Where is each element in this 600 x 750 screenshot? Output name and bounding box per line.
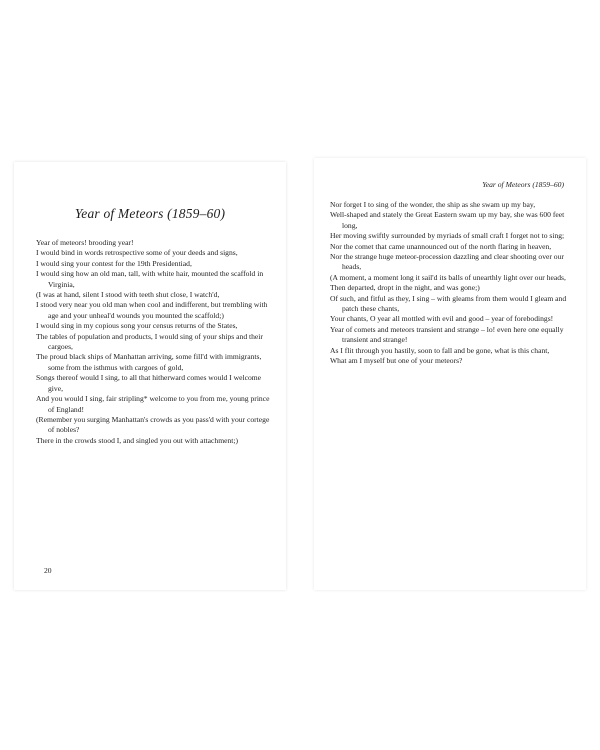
poem-line: Well-shaped and stately the Great Eastern swam up my bay, she was 600 feet long,	[330, 210, 565, 230]
running-head: Year of Meteors (1859–60)	[482, 180, 564, 189]
right-page	[314, 158, 586, 590]
poem-text-left	[36, 238, 276, 446]
poem-line: Nor the comet that came unannounced out of the north flaring in heaven,	[330, 241, 552, 251]
poem-line: As I flit through you hastily, soon to fall and be gone, what is this chant,	[330, 345, 550, 355]
poem-line: I stood very near you old man when cool and indifferent, but trembling with age and your unheal'd wounds you mounted the scaffold;)	[36, 300, 268, 320]
poem-line: I would sing in my copious song your census returns of the States,	[36, 321, 238, 331]
poem-line: Her moving swiftly surrounded by myriads of small craft I forget not to sing;	[330, 231, 565, 241]
page-number: 20	[44, 566, 52, 575]
poem-line: (A moment, a moment long it sail'd its balls of unearthly light over our heads,	[330, 272, 566, 282]
poem-line: I would sing your contest for the 19th Presidentiad,	[36, 258, 192, 268]
poem-title: Year of Meteors (1859–60)	[74, 206, 226, 221]
poem-line: And you would I sing, fair stripling* welcome to you from me, young prince of England!	[36, 394, 270, 414]
poem-line: I would bind in words retrospective some of your deeds and signs,	[36, 248, 238, 258]
poem-line: Year of meteors! brooding year!	[36, 238, 134, 247]
poem-line: Of such, and fitful as they, I sing – with gleams from them would I gleam and patch these chants,	[330, 293, 567, 314]
poem-line: Songs thereof would I sing, to all that hitherward comes would I welcome give,	[36, 373, 262, 393]
poem-line: Nor forget I to sing of the wonder, the ship as she swam up my bay,	[330, 200, 536, 209]
poem-line: What am I myself but one of your meteors?	[330, 356, 463, 366]
poem-line: The proud black ships of Manhattan arriving, some fill'd with immigrants, some from the isthmus with cargoes of gold,	[36, 352, 262, 372]
poem-line: Nor the strange huge meteor-procession dazzling and clear shooting over our heads,	[330, 252, 564, 272]
poem-line: (I was at hand, silent I stood with teeth shut close, I watch'd,	[36, 290, 220, 300]
left-page	[14, 162, 286, 590]
poem-line: I would sing how an old man, tall, with white hair, mounted the scaffold in Virginia,	[36, 269, 264, 289]
poem-line: The tables of population and products, I would sing of your ships and their cargoes,	[36, 331, 263, 352]
poem-text-right	[330, 200, 578, 367]
poem-line: (Remember you surging Manhattan's crowds as you pass'd with your cortege of nobles?	[36, 414, 270, 435]
poem-line: There in the crowds stood I, and singled you out with attachment;)	[36, 435, 239, 445]
poem-line: Your chants, O year all mottled with evil and good – year of forebodings!	[330, 314, 554, 324]
poem-line: Year of comets and meteors transient and strange – lo! even here one equally transient and strange!	[330, 324, 564, 345]
poem-line: Then departed, dropt in the night, and was gone;)	[330, 283, 480, 293]
